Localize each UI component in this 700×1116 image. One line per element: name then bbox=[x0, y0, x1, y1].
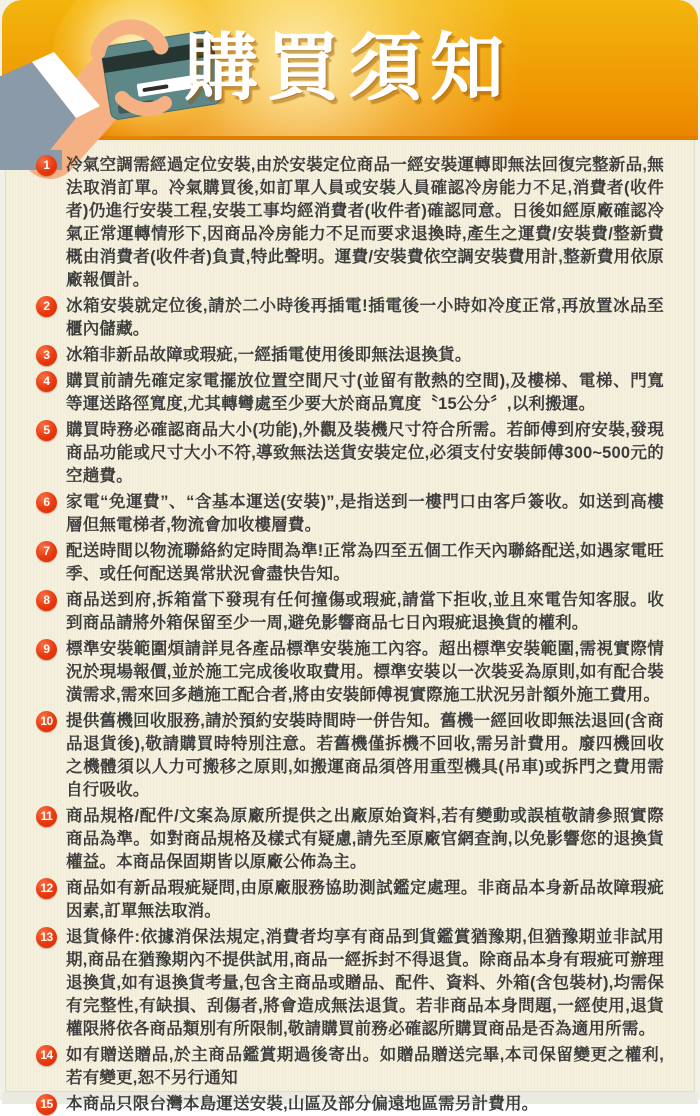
notice-item-text: 商品送到府,拆箱當下發現有任何撞傷或瑕疵,請當下拒收,並且來電告知客服。收到商品請將外箱保留至少一周,避免影響商品七日內瑕疵退換貨的權利。 bbox=[66, 591, 664, 632]
notice-item-text: 冰箱安裝就定位後,請於二小時後再插電!插電後一小時如冷度正常,再放置冰品至櫃內儲藏。 bbox=[66, 297, 664, 338]
item-number-badge: 5 bbox=[36, 420, 57, 441]
item-number-badge: 2 bbox=[36, 296, 57, 317]
notice-item bbox=[36, 540, 664, 586]
notice-item-text: 家電“免運費”、“含基本運送(安裝)”,是指送到一樓門口由客戶簽收。如送到高樓層但無電梯者,物流會加收樓層費。 bbox=[66, 493, 664, 534]
item-number-badge: 1 bbox=[36, 155, 57, 176]
notice-body bbox=[5, 140, 695, 1113]
notice-item-text: 冰箱非新品故障或瑕疵,一經插電使用後即無法退換貨。 bbox=[66, 346, 472, 364]
notice-item-text: 標準安裝範圍煩請詳見各產品標準安裝施工內容。超出標準安裝範圍,需視實際情況於現場報價,並於施工完成後收取費用。標準安裝以一次裝妥為原則,如有配合裝潢需求,需來回多趟施工配合者,將由安裝師傅視實際施工狀況另計額外施工費用。 bbox=[66, 640, 664, 704]
notice-item bbox=[36, 370, 664, 416]
notice-item bbox=[36, 344, 664, 367]
notice-item bbox=[36, 154, 664, 292]
notice-item-text: 冷氣空調需經過定位安裝,由於安裝定位商品一經安裝運轉即無法回復完整新品,無法取消訂單。冷氣購買後,如訂單人員或安裝人員確認冷房能力不足,消費者(收件者)仍進行安裝工程,安裝工事均經消費者(收件者)確認同意。日後如經原廠確認冷氣正常運轉情形下,因商品冷房能力不足而要求退換時,產生之運費/安裝費/整新費概由消費者(收件者)負責,特此聲明。運費/安裝費依空調安裝費用計,整新費用依原廠報價計。 bbox=[66, 156, 664, 289]
notice-item-text: 購買時務必確認商品大小(功能),外觀及裝機尺寸符合所需。若師傅到府安裝,發現商品功能或尺寸大小不符,導致無法送貨安裝定位,必須支付安裝師傅300~500元的空趟費。 bbox=[66, 421, 664, 485]
item-number-badge: 14 bbox=[36, 1045, 57, 1066]
item-number-badge: 9 bbox=[36, 639, 57, 660]
item-number-badge: 13 bbox=[36, 927, 57, 948]
notice-item-text: 本商品只限台灣本島運送安裝,山區及部分偏遠地區需另計費用。 bbox=[66, 1095, 539, 1113]
item-number-badge: 10 bbox=[36, 711, 57, 732]
notice-item bbox=[36, 295, 664, 341]
notice-item bbox=[36, 877, 664, 923]
item-number-badge: 7 bbox=[36, 541, 57, 562]
notice-item bbox=[36, 491, 664, 537]
notice-item bbox=[36, 419, 664, 488]
notice-item-text: 商品如有新品瑕疵疑問,由原廠服務協助測試鑑定處理。非商品本身新品故障瑕疵因素,訂單無法取消。 bbox=[66, 879, 664, 920]
item-number-badge: 6 bbox=[36, 492, 57, 513]
item-number-badge: 12 bbox=[36, 878, 57, 899]
notice-item bbox=[36, 926, 664, 1041]
notice-item-text: 退貨條件:依據消保法規定,消費者均享有商品到貨鑑賞猶豫期,但猶豫期並非試用期,商品在猶豫期內不提供試用,商品一經拆封不得退貨。除商品本身有瑕疵可辦理退換貨,如有退換貨考量,包含主商品或贈品、配件、資料、外箱(含包裝材),均需保有完整性,有缺損、刮傷者,將會造成無法退貨。若非商品本身問題,一經使用,退貨權限將依各商品類別有所限制,敬請購買前務必確認所購買商品是否為適用所需。 bbox=[66, 928, 664, 1038]
notice-item bbox=[36, 710, 664, 802]
notice-item bbox=[36, 805, 664, 874]
item-number-badge: 15 bbox=[36, 1094, 57, 1115]
page-header bbox=[2, 0, 698, 140]
notice-item-text: 購買前請先確定家電擺放位置空間尺寸(並留有散熱的空間),及樓梯、電梯、門寬等運送路徑寬度,尤其轉彎處至少要大於商品寬度〝15公分〞,以利搬運。 bbox=[66, 372, 664, 413]
notice-item-text: 配送時間以物流聯絡約定時間為準!正常為四至五個工作天內聯絡配送,如遇家電旺季、或任何配送異常狀況會盡快告知。 bbox=[66, 542, 664, 583]
item-number-badge: 4 bbox=[36, 371, 57, 392]
item-number-badge: 3 bbox=[36, 345, 57, 366]
notice-item bbox=[36, 1093, 664, 1116]
notice-item bbox=[36, 638, 664, 707]
notice-list bbox=[36, 154, 664, 1116]
notice-item bbox=[36, 1044, 664, 1090]
item-number-badge: 8 bbox=[36, 590, 57, 611]
notice-item bbox=[36, 589, 664, 635]
notice-item-text: 提供舊機回收服務,請於預約安裝時間時一併告知。舊機一經回收即無法退回(含商品退貨後),敬請購買時特別注意。若舊機僅拆機不回收,需另計費用。廢四機回收之機體須以人力可搬移之原則,如搬運商品須啓用重型機具(吊車)或拆門之費用需自行吸收。 bbox=[66, 712, 664, 799]
item-number-badge: 11 bbox=[36, 806, 57, 827]
page-title: 購買須知 bbox=[184, 26, 512, 109]
notice-item-text: 如有贈送贈品,於主商品鑑賞期過後寄出。如贈品贈送完畢,本司保留變更之權利,若有變更,恕不另行通知 bbox=[66, 1046, 664, 1087]
notice-item-text: 商品規格/配件/文案為原廠所提供之出廠原始資料,若有變動或誤植敬請參照實際商品為準。如對商品規格及樣式有疑慮,請先至原廠官網查詢,以免影響您的退換貨權益。本商品保固期皆以原廠公佈為主。 bbox=[66, 807, 664, 871]
